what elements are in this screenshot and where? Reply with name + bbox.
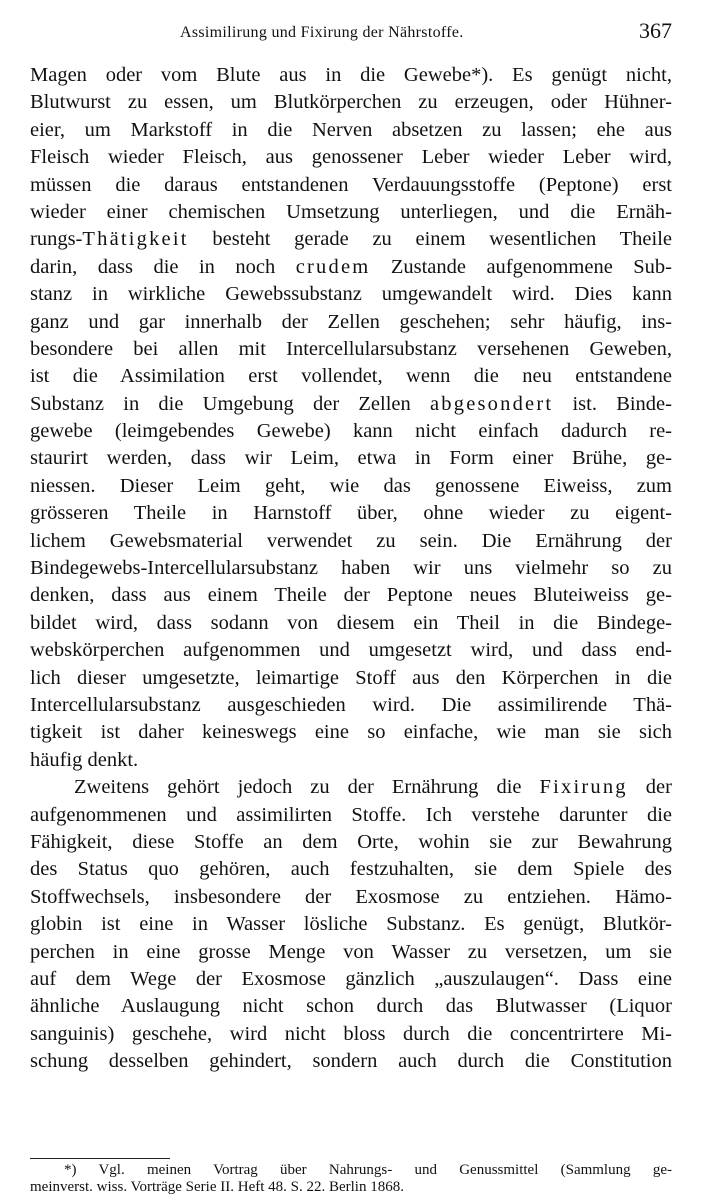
footnote-line: *) Vgl. meinen Vortrag über Nahrungs- und Genussmittel (Sammlung ge- xyxy=(64,1162,672,1178)
text-line: staurirt werden, dass wir Leim, etwa in Form einer Brühe, ge- xyxy=(30,447,672,470)
paragraph-fixation xyxy=(30,774,672,1075)
text-line: ähnliche Auslaugung nicht schon durch das Blutwasser (Liquor xyxy=(30,995,672,1018)
text-line: schung desselben gehindert, sondern auch durch die Constitution xyxy=(30,1050,672,1073)
footnote-divider xyxy=(30,1158,170,1159)
text-line: stanz in wirkliche Gewebssubstanz umgewandelt wird. Dies kann xyxy=(30,283,672,306)
text-line: Intercellularsubstanz ausgeschieden wird. Die assimilirende Thä- xyxy=(30,693,672,716)
text-line: lichem Gewebsmaterial verwendet zu sein. Die Ernährung der xyxy=(30,529,672,552)
text-line: globin ist eine in Wasser lösliche Substanz. Es genügt, Blutkör- xyxy=(30,913,672,936)
text-run: der xyxy=(627,776,672,799)
text-run: Zweitens gehört jedoch zu der Ernährung die xyxy=(74,776,540,799)
text-line: aufgenommenen und assimilirten Stoffe. Ich verstehe darunter die xyxy=(30,803,672,826)
text-line: bildet wird, dass sodann von diesem ein Theil in die Bindege- xyxy=(30,611,672,634)
text-line: tigkeit ist daher keineswegs eine so einfache, wie man sie sich xyxy=(30,721,672,744)
text-run: Substanz in die Umgebung der Zellen xyxy=(30,392,430,415)
text-line: gewebe (leimgebendes Gewebe) kann nicht einfach dadurch re- xyxy=(30,420,672,443)
body-text xyxy=(30,62,672,1075)
text-run: rungs- xyxy=(30,228,83,251)
running-title: Assimilirung und Fixirung der Nährstoffe. xyxy=(180,24,464,41)
text-line: müssen die daraus entstandenen Verdauungsstoffe (Peptone) erst xyxy=(30,173,672,196)
page-number: 367 xyxy=(639,18,672,43)
spaced-emphasis: crudem xyxy=(295,255,371,278)
text-line xyxy=(30,391,672,418)
text-line: Fähigkeit, diese Stoffe an dem Orte, wohin sie zur Bewahrung xyxy=(30,830,672,853)
text-line: sanguinis) geschehe, wird nicht bloss durch die concentrirtere Mi- xyxy=(30,1022,672,1045)
spaced-emphasis: abgesondert xyxy=(430,392,554,415)
text-line: besondere bei allen mit Intercellularsubstanz versehenen Geweben, xyxy=(30,337,672,360)
footnote xyxy=(30,1162,672,1196)
text-line: häufig denkt. xyxy=(30,748,139,771)
text-line: ist die Assimilation erst vollendet, wenn die neu entstandene xyxy=(30,365,672,388)
text-line: ganz und gar innerhalb der Zellen geschehen; sehr häufig, ins- xyxy=(30,310,672,333)
text-line: grösseren Theile in Harnstoff über, ohne wieder zu eigent- xyxy=(30,502,672,525)
text-line xyxy=(30,774,672,801)
text-line: Fleisch wieder Fleisch, aus genossener Leber wieder Leber wird, xyxy=(30,146,672,169)
text-line xyxy=(30,226,672,253)
text-line: Magen oder vom Blute aus in die Gewebe*). Es genügt nicht, xyxy=(30,64,672,86)
text-run: darin, dass die in noch xyxy=(30,255,296,278)
running-head xyxy=(30,18,672,48)
text-line: des Status quo gehören, auch festzuhalten, sie dem Spiele des xyxy=(30,858,672,881)
text-run: Zustande aufgenommene Sub- xyxy=(370,255,673,278)
text-run: besteht gerade zu einem wesentlichen Theile xyxy=(188,228,672,251)
text-line xyxy=(30,254,672,281)
text-line: webskörperchen aufgenommen und umgesetzt wird, und dass end- xyxy=(30,639,672,662)
text-line: lich dieser umgesetzte, leimartige Stoff aus den Körperchen in die xyxy=(30,666,672,689)
footnote-line: meinverst. wiss. Vorträge Serie II. Heft 48. S. 22. Berlin 1868. xyxy=(30,1179,404,1195)
paragraph-assimilation xyxy=(30,62,672,774)
text-line: Blutwurst zu essen, um Blutkörperchen zu erzeugen, oder Hühner- xyxy=(30,91,672,114)
text-line: denken, dass aus einem Theile der Peptone neues Bluteiweiss ge- xyxy=(30,584,672,607)
text-line: eier, um Markstoff in die Nerven absetzen zu lassen; ehe aus xyxy=(30,118,672,141)
spaced-emphasis: Fixirung xyxy=(539,776,628,799)
text-line: auf dem Wege der Exosmose gänzlich „auszulaugen“. Dass eine xyxy=(30,967,672,990)
spaced-emphasis: Thätigkeit xyxy=(82,228,189,251)
text-line: Bindegewebs-Intercellularsubstanz haben wir uns vielmehr so zu xyxy=(30,557,672,580)
text-line: Stoffwechsels, insbesondere der Exosmose zu entziehen. Hämo- xyxy=(30,885,672,908)
text-line: perchen in eine grosse Menge von Wasser zu versetzen, um sie xyxy=(30,940,672,963)
text-line: wieder einer chemischen Umsetzung unterliegen, und die Ernäh- xyxy=(30,200,672,223)
text-line: niessen. Dieser Leim geht, wie das genossene Eiweiss, zum xyxy=(30,474,672,497)
text-run: ist. Binde- xyxy=(553,392,672,415)
